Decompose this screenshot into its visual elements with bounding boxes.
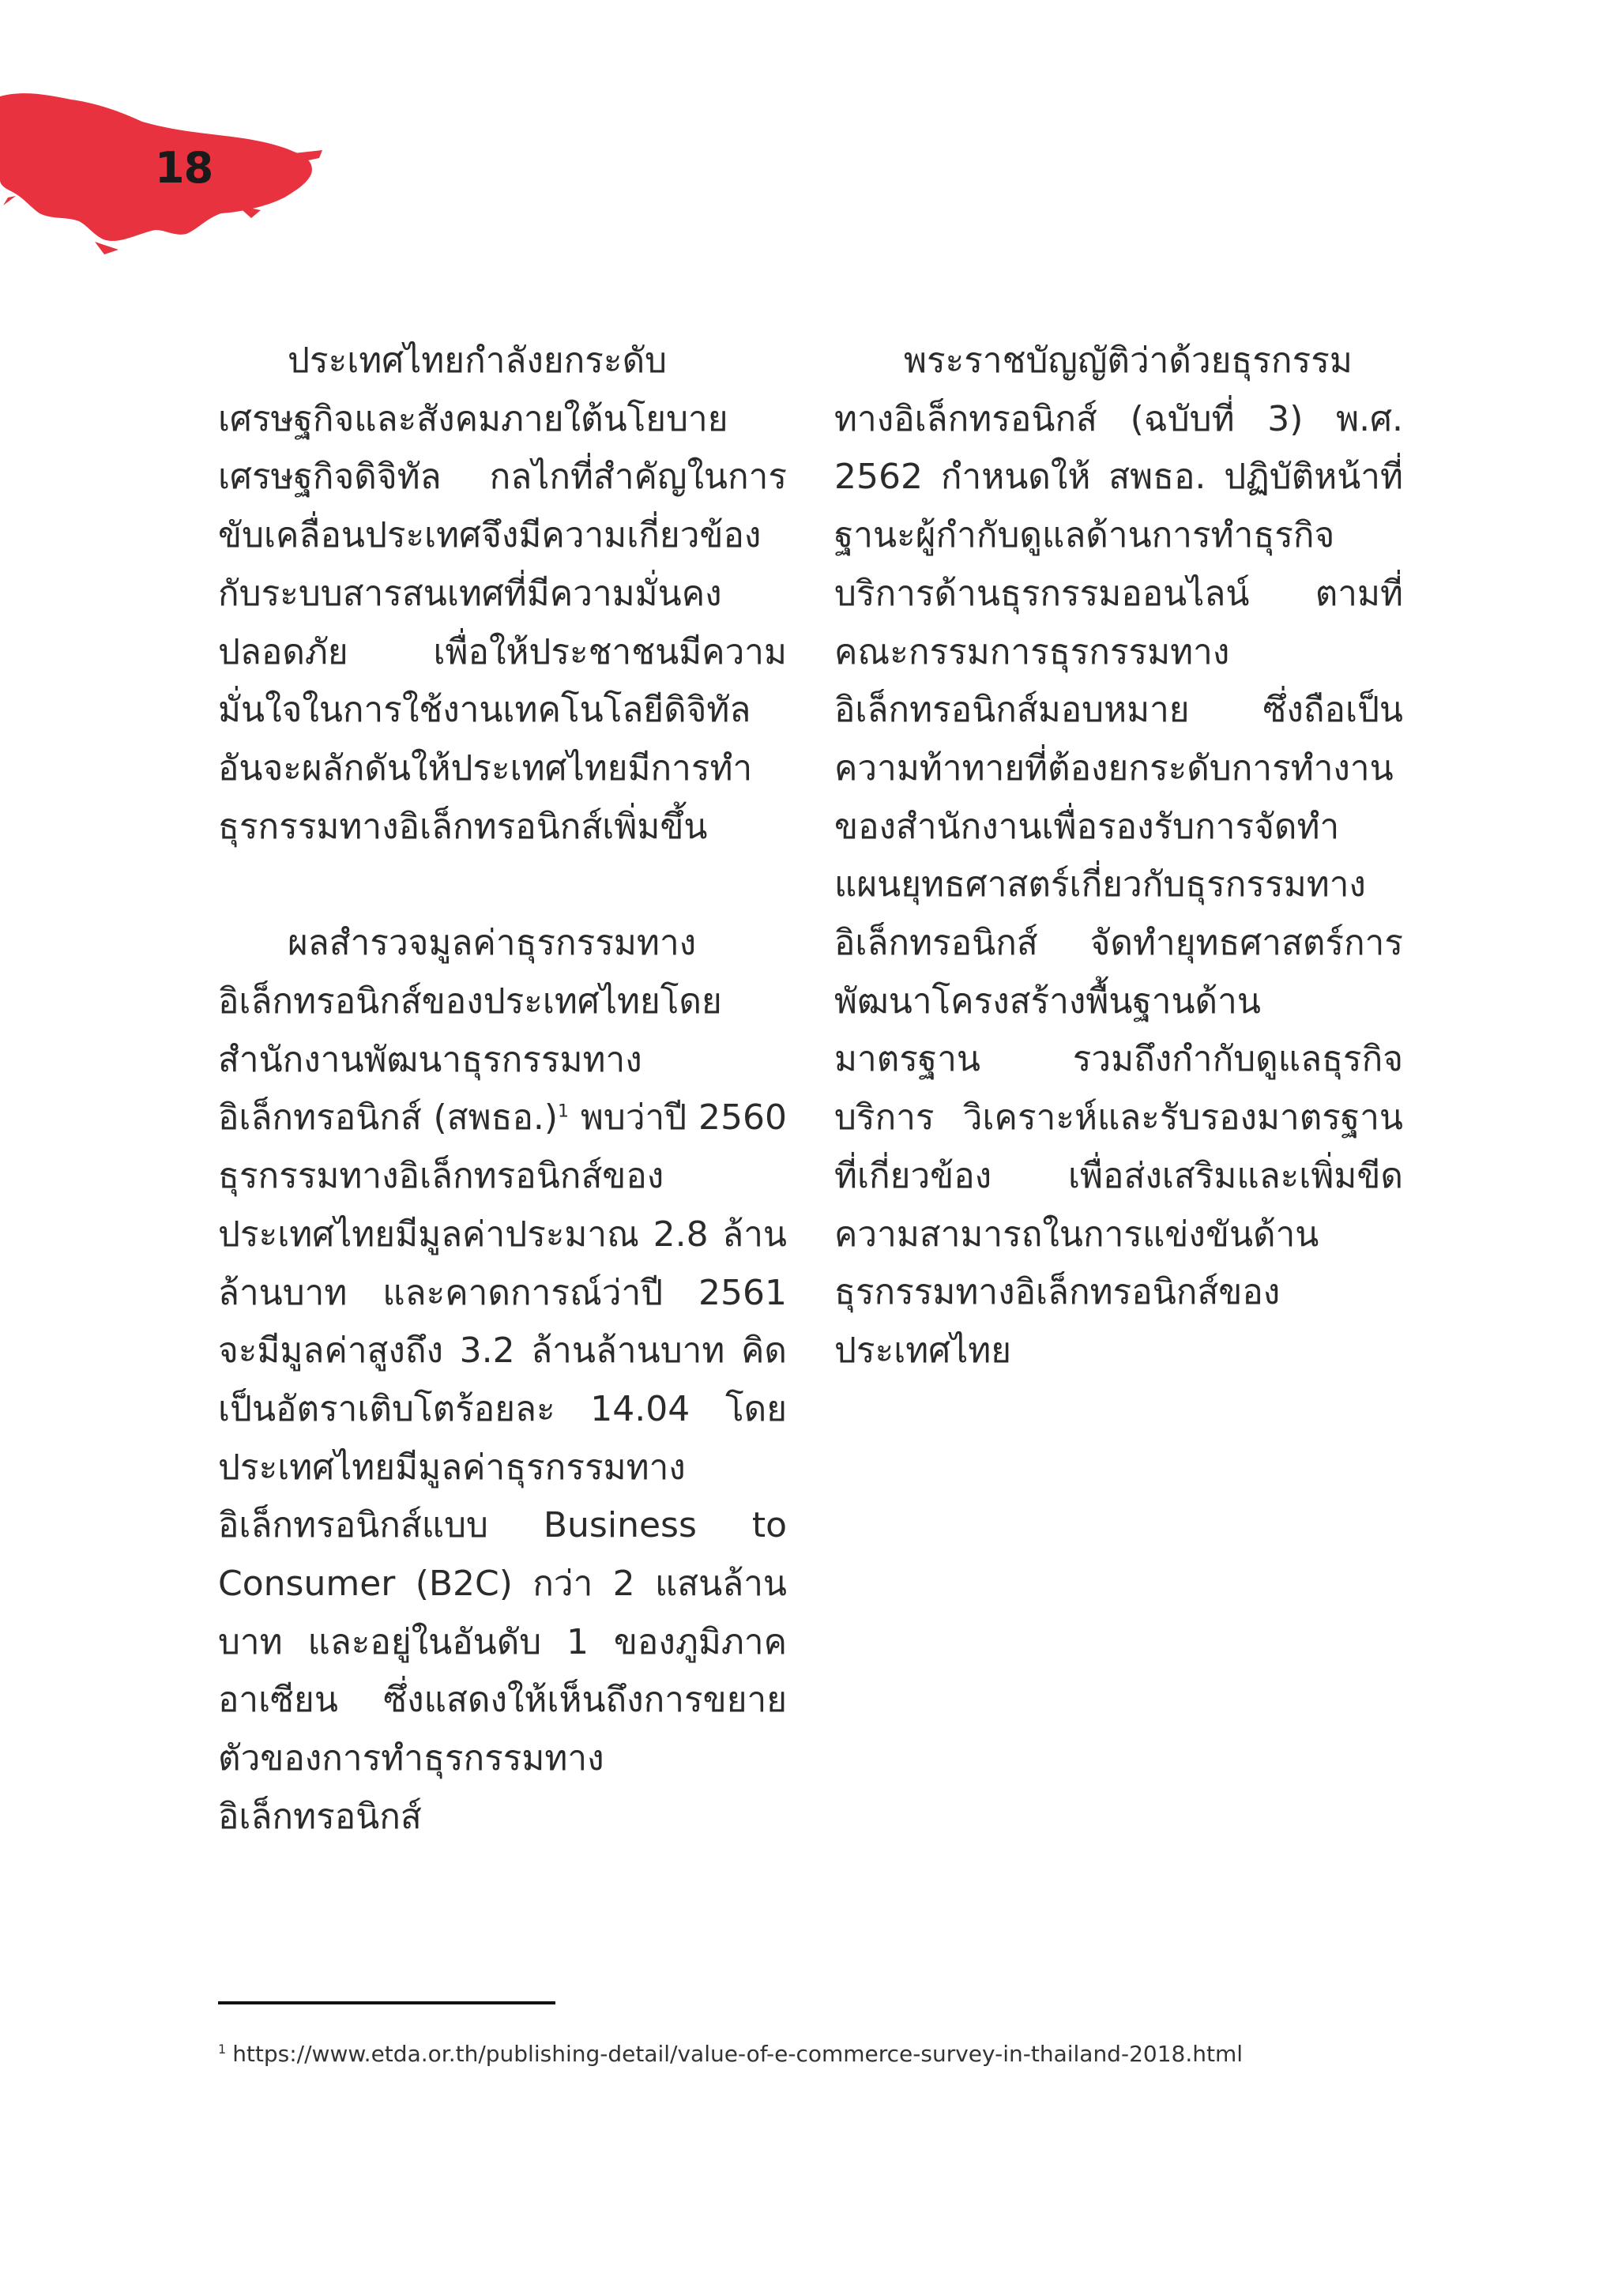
act-paragraph: พระราชบัญญัติว่าด้วยธุรกรรมทางอิเล็กทรอนิกส์ (ฉบับที่ 3) พ.ศ. 2562 กำหนดให้ สพธอ. ปฏิบัติหน้าที่ฐานะผู้กำกับดูแลด้านการทำธุรกิจบริการด้านธุรกรรมออนไลน์ ตามที่คณะกรรมการธุรกรรมทางอิเล็กทรอนิกส์มอบหมาย ซึ่งถือเป็นความท้าทายที่ต้องยกระดับการทำงานของสำนักงานเพื่อรองรับการจัดทำแผนยุทธศาสตร์เกี่ยวกับธุรกรรมทางอิเล็กทรอนิกส์ จัดทำยุทธศาสตร์การพัฒนาโครงสร้างพื้นฐานด้านมาตรฐาน รวมถึงกำกับดูแลธุรกิจบริการ วิเคราะห์และรับรองมาตรฐานที่เกี่ยวข้อง เพื่อส่งเสริมและเพิ่มขีดความสามารถในการแข่งขันด้านธุรกรรมทางอิเล็กทรอนิกส์ของประเทศไทย xyxy=(834,341,1403,1371)
footnote-reference[interactable]: 1 xyxy=(558,1101,570,1122)
survey-paragraph xyxy=(218,914,787,1846)
left-column xyxy=(218,332,787,1846)
right-column xyxy=(834,332,1403,1380)
page-number: 18 xyxy=(155,143,213,193)
footnote-mark: 1 xyxy=(218,2041,227,2057)
footnote xyxy=(218,2038,1482,2070)
intro-paragraph: ประเทศไทยกำลังยกระดับเศรษฐกิจและสังคมภายใต้นโยบายเศรษฐกิจดิจิทัล กลไกที่สำคัญในการขับเคลื่อนประเทศจึงมีความเกี่ยวข้องกับระบบสารสนเทศที่มีความมั่นคงปลอดภัย เพื่อให้ประชาชนมีความมั่นใจในการใช้งานเทคโนโลยีดิจิทัล อันจะผลักดันให้ประเทศไทยมีการทำธุรกรรมทางอิเล็กทรอนิกส์เพิ่มขึ้น xyxy=(218,341,787,847)
survey-paragraph-start: ผลสำรวจมูลค่าธุรกรรมทางอิเล็กทรอนิกส์ของประเทศไทยโดยสำนักงานพัฒนาธุรกรรมทางอิเล็กทรอนิกส์ (สพธอ.) xyxy=(218,923,722,1139)
footnote-divider xyxy=(218,2001,555,2004)
footnote-url[interactable]: https://www.etda.or.th/publishing-detail/value-of-e-commerce-survey-in-thailand-2018.html xyxy=(232,2041,1243,2067)
survey-paragraph-rest: พบว่าปี 2560 ธุรกรรมทางอิเล็กทรอนิกส์ของประเทศไทยมีมูลค่าประมาณ 2.8 ล้านล้านบาท และคาดการณ์ว่าปี 2561 จะมีมูลค่าสูงถึง 3.2 ล้านล้านบาท คิดเป็นอัตราเติบโตร้อยละ 14.04 โดยประเทศไทยมีมูลค่าธุรกรรมทางอิเล็กทรอนิกส์แบบ Business to Consumer (B2C) กว่า 2 แสนล้านบาท และอยู่ในอันดับ 1 ของภูมิภาคอาเซียน ซึ่งแสดงให้เห็นถึงการขยายตัวของการทำธุรกรรมทางอิเล็กทรอนิกส์ xyxy=(218,1097,787,1837)
